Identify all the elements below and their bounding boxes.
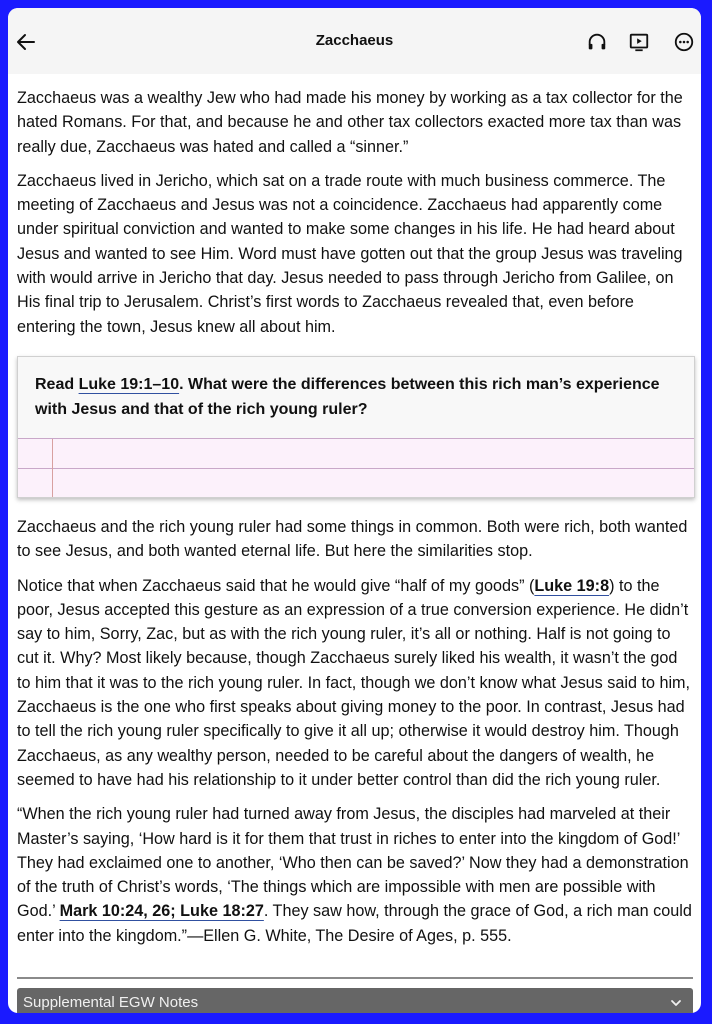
paragraph-3: Zacchaeus and the rich young ruler had some things in common. Both were rich, both wanted to see Jesus, and both wanted eternal life. But here the similarities stop.: [17, 517, 688, 561]
chevron-down-icon: [669, 996, 683, 1010]
app-window: [8, 8, 701, 1013]
paragraph-4: Notice that when Zacchaeus said that he would give “half of my goods” (Luke 19:8) to the poor, Jesus accepted this gesture as an expression of a true conversion experience. He didn’t say to him, Sorry, Zac, but as with the rich young ruler, it’s all or nothing. Half is not going to cut it. Why? Most likely because, though Zacchaeus surely liked his wealth, it wasn’t the god to him that it was to the rich young ruler. In fact, though we don’t know what Jesus said to him, Zacchaeus is the one who first speaks about giving money to the poor. In contrast, Jesus had to tell the rich young ruler specifically to give it all up; otherwise it would destroy him. Though Zacchaeus, as any wealthy person, needed to be careful about the dangers of wealth, he seemed to have had his relationship to it under better control than did the rich young ruler.: [17, 576, 691, 789]
scripture-link[interactable]: Mark 10:24, 26; Luke 18:27: [59, 902, 264, 921]
supplemental-notes-toggle[interactable]: [17, 988, 693, 1013]
paragraph-1: Zacchaeus was a wealthy Jew who had made his money by working as a tax collector for the hated Romans. For that, and because he and other tax collectors exacted more tax than was really due, Zacchaeus was hated and called a “sinner.”: [17, 89, 683, 156]
lesson-content: [17, 74, 695, 948]
question-text: Read Luke 19:1–10. What were the differences between this rich man’s experience with Jesus and that of the rich young ruler?: [35, 375, 660, 418]
more-options-icon[interactable]: [673, 31, 695, 53]
scripture-link[interactable]: Luke 19:1–10: [78, 375, 180, 393]
page-title: Zacchaeus: [315, 32, 394, 49]
paragraph-5: “When the rich young ruler had turned away from Jesus, the disciples had marveled at their Master’s saying, ‘How hard is it for them that trust in riches to enter into the kingdom of God!’ They had exclaimed one to another, ‘Who then can be saved?’ Now they had a demonstration of the truth of Christ’s words, ‘The things which are impossible with men are possible with God.’ Mark 10:24, 26; Luke 18:27. They saw how, through the grace of God, a rich man could enter into the kingdom.”—Ellen G. White, The Desire of Ages, p. 555.: [17, 805, 692, 945]
headphones-icon[interactable]: [586, 31, 608, 53]
play-screen-icon[interactable]: [628, 31, 650, 53]
paragraph-2: Zacchaeus lived in Jericho, which sat on a trade route with much business commerce. The meeting of Zacchaeus and Jesus was not a coincidence. Zacchaeus had apparently come under spiritual conviction and wanted to make some changes in his life. He had heard about Jesus and wanted to see Him. Word must have gotten out that the group Jesus was traveling with would arrive in Jericho that day. Jesus needed to pass through Jericho from Galilee, on His final trip to Jerusalem. Christ’s first words to Zacchaeus revealed that, even before entering the town, Jesus knew all about him.: [17, 171, 683, 336]
scripture-link[interactable]: Luke 19:8: [534, 576, 610, 595]
answer-field[interactable]: [18, 438, 694, 497]
divider: [17, 977, 693, 979]
top-bar: [8, 8, 701, 74]
question-box: [17, 356, 695, 498]
answer-line: [18, 468, 694, 469]
supplemental-notes-label: Supplemental EGW Notes: [23, 994, 199, 1011]
answer-margin-line: [52, 439, 53, 497]
